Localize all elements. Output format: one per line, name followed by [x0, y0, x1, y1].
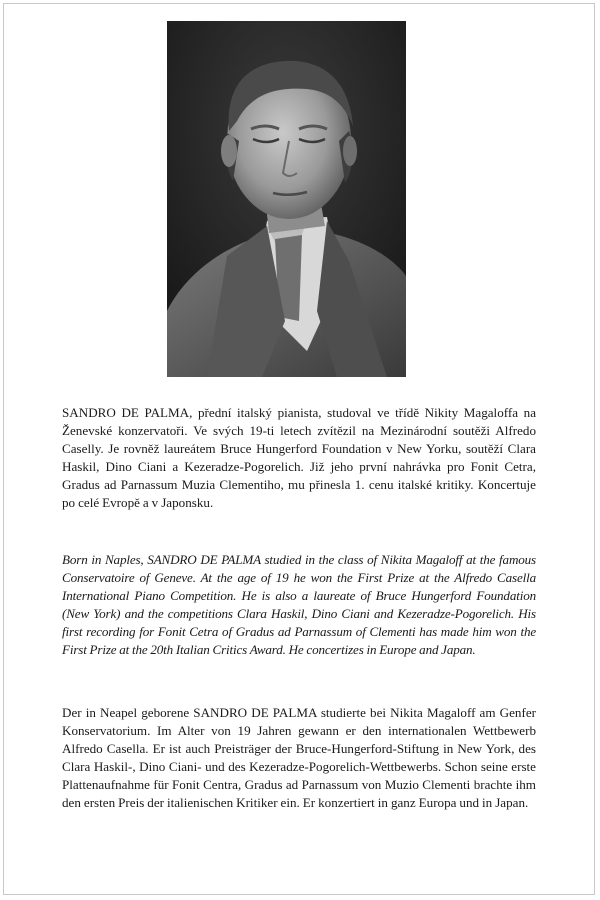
portrait-image: [167, 21, 406, 377]
biography-german: Der in Neapel geborene SANDRO DE PALMA studierte bei Nikita Magaloff am Genfer Konservatorium. Im Alter von 19 Jahren gewann er den internationalen Wettbewerb Alfredo Casella. Er ist auch Preisträger der Bruce-Hungerford-Stiftung in New York, des Clara Haskil-, Dino Ciani- und des Kezeradze-Pogorelich-Wettbewerbs. Schon seine erste Plattenaufnahme für Fonit Centra, Gradus ad Parnassum von Muzio Clementi brachte ihm den ersten Preis der italienischen Kritiker ein. Er konzertiert in ganz Europa und in Japan.: [62, 705, 536, 810]
biography-czech: SANDRO DE PALMA, přední italský pianista, studoval ve třídě Nikity Magaloffa na Ženevské konzervatoři. Ve svých 19-ti letech zvítězil na Mezinárodní soutěži Alfredo Caselly. Je rovněž laureátem Bruce Hungerford Foundation v New Yorku, soutěží Clara Haskil, Dino Ciani a Kezeradze-Pogorelich. Již jeho první nahrávka pro Fonit Cetra, Gradus ad Parnassum Muzia Clementiho, mu přinesla 1. cenu italské kritiky. Koncertuje po celé Evropě a v Japonsku.: [62, 405, 536, 510]
biography-english: Born in Naples, SANDRO DE PALMA studied in the class of Nikita Magaloff at the famous Conservatoire of Geneve. At the age of 19 he won the First Prize at the Alfredo Casella International Piano Competition. He is also a laureate of Bruce Hungerford Foundation (New York) and the competitions Clara Haskil, Dino Ciani and Kezeradze-Pogorelich. His first recording for Fonit Cetra of Gradus ad Parnassum of Clementi has made him won the First Prize at the 20th Italian Critics Award. He concertizes in Europe and Japan.: [62, 552, 536, 657]
pianist-portrait-photo: [167, 21, 406, 377]
